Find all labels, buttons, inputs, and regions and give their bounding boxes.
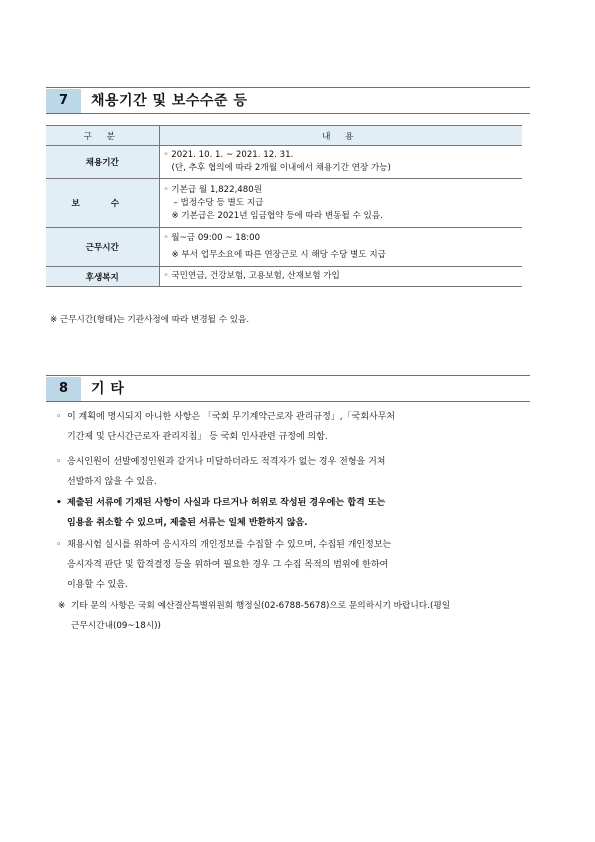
table-row: [46, 179, 522, 228]
content-line: ◦ 기본급 월 1,822,480원: [163, 184, 263, 195]
row-label: 후생복지: [46, 267, 159, 287]
content-line: ※ 부서 업무소요에 따른 연장근로 시 해당 수당 별도 지급: [171, 250, 386, 260]
table-row: [46, 146, 522, 179]
item-line: 기타 문의 사항은 국회 예산결산특별위원회 행정실(02-6788-5678)으로 문의하시기 바랍니다.(평일: [71, 601, 451, 611]
column-header: 내 용: [159, 126, 522, 146]
content-line: ◦ 국민연금, 건강보험, 고용보험, 산재보험 가입: [163, 271, 340, 281]
item-line: 응시자격 판단 및 합격결정 등을 위하여 필요한 경우 그 수집 목적의 범위에 한하여: [67, 560, 389, 570]
item-line: 이 계획에 명시되지 아니한 사항은 「국회 무기계약근로자 관리규정」,「국회사무처: [67, 412, 396, 422]
row-content: [159, 179, 522, 228]
item-line: 임용을 취소할 수 있으며, 제출된 서류는 일체 반환하지 않음.: [67, 518, 308, 528]
row-label: 근무시간: [46, 228, 159, 267]
row-label: 보 수: [46, 179, 159, 228]
item-line: 선발하지 않을 수 있음.: [67, 477, 157, 487]
list-item: [58, 596, 528, 636]
item-line: 근무시간내(09~18시)): [71, 621, 161, 631]
content-line: ※ 기본급은 2021년 임금협약 등에 따라 변동될 수 있음.: [171, 210, 383, 221]
item-line: 채용시험 실시를 위하여 응시자의 개인정보를 수집할 수 있으며, 수집된 개인정보는: [67, 540, 392, 550]
section-title: 채용기간 및 보수수준 등: [91, 93, 248, 109]
item-line: 기간제 및 단시간근로자 관리지침」 등 국회 인사관련 규정에 의함.: [67, 432, 328, 442]
row-content: [159, 228, 522, 267]
list-item: [56, 452, 526, 492]
row-content: [159, 146, 522, 179]
row-content: [159, 267, 522, 287]
list-item: [56, 535, 526, 595]
table-header-row: [46, 126, 522, 146]
column-header: 구 분: [46, 126, 159, 146]
list-item: [56, 493, 526, 533]
content-line: ◦ 2021. 10. 1. ~ 2021. 12. 31.: [163, 150, 294, 160]
section-8-header: [46, 375, 530, 402]
table-row: [46, 228, 522, 267]
content-line: ◦ 월~금 09:00 ~ 18:00: [163, 233, 261, 243]
section-number: 7: [46, 89, 81, 113]
employment-terms-table: [46, 125, 522, 287]
content-line: – 법정수당 등 별도 지급: [173, 197, 264, 208]
section-title: 기 타: [91, 381, 125, 397]
bullet: ◦: [56, 540, 62, 550]
working-hours-note: ※ 근무시간(형태)는 기관사정에 따라 변경될 수 있음.: [50, 315, 250, 325]
list-item: [56, 407, 526, 447]
row-label: 채용기간: [46, 146, 159, 179]
bullet: ◦: [56, 412, 62, 422]
bullet: ◦: [56, 457, 62, 467]
item-line: 이용할 수 있음.: [67, 580, 128, 590]
section-7-header: [46, 87, 530, 114]
item-line: 제출된 서류에 기재된 사항이 사실과 다르거나 허위로 작성된 경우에는 합격 또는: [67, 498, 386, 508]
bullet: •: [56, 498, 62, 508]
item-line: 응시인원이 선발예정인원과 같거나 미달하더라도 적격자가 없는 경우 전형을 거쳐: [67, 457, 386, 467]
content-line: (단, 추후 협의에 따라 2개월 이내에서 채용기간 연장 가능): [171, 163, 391, 173]
section-number: 8: [46, 377, 81, 401]
table-row: [46, 267, 522, 287]
note-mark: ※: [58, 601, 66, 611]
